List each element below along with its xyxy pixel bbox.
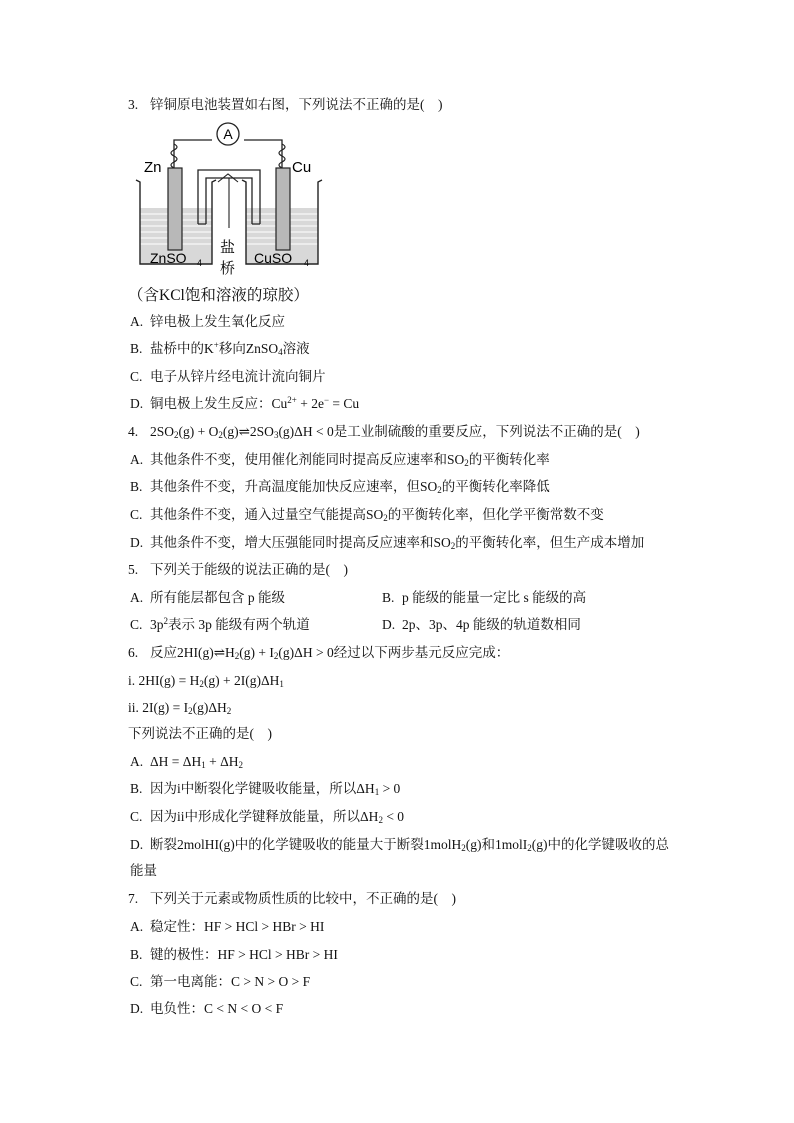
galvanic-cell-diagram <box>126 120 336 280</box>
left-wire <box>174 140 212 168</box>
q6-option-d[interactable]: D. 断裂2molHI(g)中的化学键吸收的能量大于断裂1molH$_2$(g)和1molI$_2$(g)中的化学键吸收的总 <box>130 837 669 853</box>
q6-step-ii: ii. $2I(g) = I_2(g)\Delta H_2$ <box>128 700 232 716</box>
cuso4-subscript: 4 <box>304 258 310 268</box>
q4-option-b[interactable]: B. 其他条件不变，升高温度能加快反应速率，但$SO_2$的平衡转化率降低 <box>130 479 550 495</box>
q4-option-a[interactable]: A. 其他条件不变，使用催化剂能同时提高反应速率和$SO_2$的平衡转化率 <box>130 452 550 468</box>
q5-option-d[interactable]: D. 2p、3p、4p 能级的轨道数相同 <box>382 617 581 632</box>
q7-option-a[interactable]: A. 稳定性：HF > HCl > HBr > HI <box>130 919 325 934</box>
ammeter-label: A <box>223 126 233 142</box>
q3-option-d[interactable]: D. 铜电极上发生反应：$Cu^{2+} + 2e^- = Cu$ <box>130 395 360 411</box>
question-6-stem: 6. 反应$2HI(g)\rightleftharpoons H_2(g) + I_2(g)\Delta H > 0$经过以下两步基元反应完成： <box>128 645 510 661</box>
q6-option-d-cont: 能量 <box>130 863 157 878</box>
znso4-subscript: 4 <box>197 258 203 268</box>
q6-option-a[interactable]: A. $\Delta H = \Delta H_1 + \Delta H_2$ <box>130 754 244 770</box>
q7-option-b[interactable]: B. 键的极性：HF > HCl > HBr > HI <box>130 947 338 962</box>
question-number: 3. <box>128 97 139 112</box>
zn-label: Zn <box>144 159 162 176</box>
zinc-electrode <box>168 168 182 250</box>
question-5-stem: 5. 下列关于能级的说法正确的是( ) <box>128 562 348 577</box>
q3-option-c[interactable]: C. 电子从锌片经电流计流向铜片 <box>130 369 326 384</box>
question-3-stem <box>128 96 443 114</box>
q4-option-c[interactable]: C. 其他条件不变，通入过量空气能提高$SO_2$的平衡转化率，但化学平衡常数不变 <box>130 507 604 523</box>
q4-option-d[interactable]: D. 其他条件不变，增大压强能同时提高反应速率和$SO_2$的平衡转化率，但生产成本增加 <box>130 535 645 551</box>
q6-option-b[interactable]: B. 因为i中断裂化学键吸收能量，所以$\Delta H_1 > 0$ <box>130 781 401 797</box>
q6-step-i: i. $2HI(g) = H_2(g) + 2I(g)\Delta H_1$ <box>128 673 284 689</box>
cuso4-label: CuSO <box>254 250 293 266</box>
q7-option-d[interactable]: D. 电负性：C < N < O < F <box>130 1001 284 1016</box>
znso4-label: ZnSO <box>150 250 187 266</box>
q3-option-b[interactable]: B. 盐桥中的K+移向ZnSO$_4$溶液 <box>130 340 310 357</box>
bridge-label-2: 桥 <box>220 261 236 277</box>
copper-electrode <box>276 168 290 250</box>
q3-option-a[interactable]: A. 锌电极上发生氧化反应 <box>130 314 285 329</box>
bridge-label-1: 盐 <box>220 240 236 256</box>
question-7-stem: 7. 下列关于元素或物质性质的比较中，不正确的是( ) <box>128 891 456 906</box>
q6-option-c[interactable]: C. 因为ii中形成化学键释放能量，所以$\Delta H_2 < 0$ <box>130 809 405 825</box>
q7-option-c[interactable]: C. 第一电离能：C > N > O > F <box>130 974 311 989</box>
q5-option-c[interactable]: C. $3p^2$表示 3p 能级有两个轨道 <box>130 616 310 632</box>
q6-ask: 下列说法不正确的是( ) <box>128 726 272 741</box>
question-4-stem: 4. $2SO_2(g)$ + $O_2(g)\rightleftharpoons 2SO_3(g)\Delta H < 0$是工业制硫酸的重要反应，下列说法不正确的是( ) <box>128 424 640 440</box>
question-text: 锌铜原电池装置如右图，下列说法不正确的是( ) <box>150 97 443 112</box>
q5-option-a[interactable]: A. 所有能层都包含 p 能级 <box>130 590 285 605</box>
right-wire <box>244 140 282 168</box>
cu-label: Cu <box>292 159 312 176</box>
q5-option-b[interactable]: B. p 能级的能量一定比 s 能级的高 <box>382 590 587 605</box>
diagram-caption: （含KCl饱和溶液的琼胶） <box>128 287 309 304</box>
